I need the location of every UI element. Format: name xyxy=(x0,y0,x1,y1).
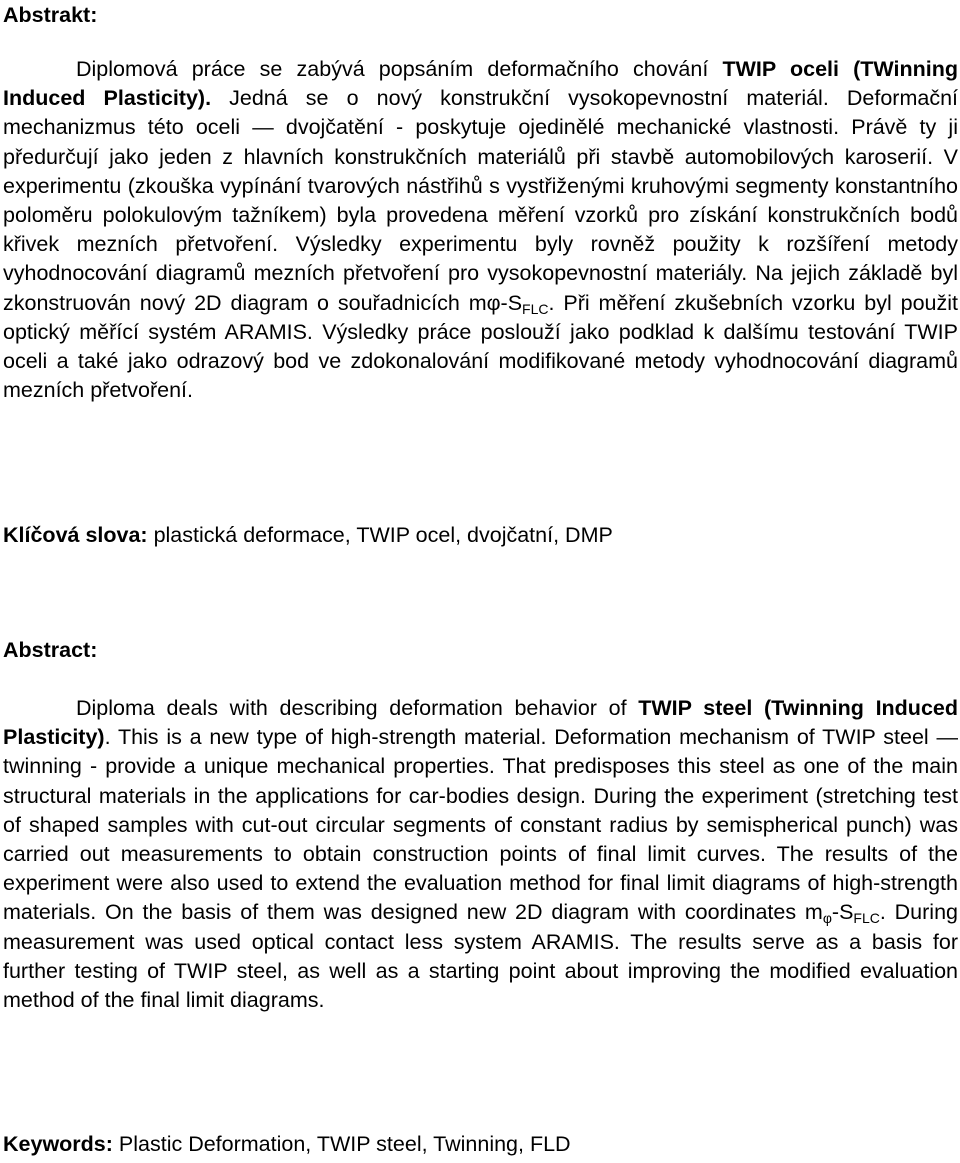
english-abstract-subscript-phi: φ xyxy=(822,910,832,927)
czech-abstract-paragraph xyxy=(3,55,958,405)
english-abstract-subscript-flc: FLC xyxy=(853,910,880,927)
czech-abstract-bold-term: TWIP oceli (TWinning Induced Plasticity). xyxy=(3,57,959,111)
english-abstract-heading: Abstract: xyxy=(3,638,98,662)
english-abstract-body-1: . This is a new type of high-strength material. Deformation mechanism of TWIP steel — twinning - provide a unique mechanical properties. That predisposes this steel as one of the main structural materials in the applications for car-bodies design. During the experiment (stretching test of shaped samples with cut-out circular segments of constant radius by semispherical punch) was carried out measurements to obtain construction points of final limit curves. The results of the experiment were also used to extend the evaluation method for final limit diagrams of high-strength materials. On the basis of them was designed new 2D diagram with coordinates m xyxy=(3,725,958,925)
english-abstract-intro: Diploma deals with describing deformation behavior of xyxy=(76,696,639,720)
czech-abstract-body-2: . Při měření zkušebních vzorku byl použit optický měřící systém ARAMIS. Výsledky práce poslouží jako podklad k dalšímu testování TWIP oceli a také jako odrazový bod ve zdokonalování modifikované metody vyhodnocování diagramů mezních přetvoření. xyxy=(3,290,958,403)
english-keywords-label: Keywords: xyxy=(3,1132,113,1156)
czech-abstract-intro: Diplomová práce se zabývá popsáním deformačního chování xyxy=(76,57,723,81)
czech-abstract-subscript-flc: FLC xyxy=(522,300,549,317)
czech-keywords-values: plastická deformace, TWIP ocel, dvojčatní, DMP xyxy=(147,523,613,547)
english-abstract-body-2: . During measurement was used optical contact less system ARAMIS. The results serve as a basis for further testing of TWIP steel, as well as a starting point about improving the modified evaluation method of the final limit diagrams. xyxy=(3,900,958,1013)
english-keywords xyxy=(3,1130,571,1159)
czech-keywords xyxy=(3,521,613,550)
english-abstract-bold-term: TWIP steel (Twinning Induced Plasticity) xyxy=(3,696,958,750)
czech-abstract-body-1: Jedná se o nový konstrukční vysokopevnostní materiál. Deformační mechanizmus této oceli — dvojčatění - poskytuje ojedinělé mechanické vlastnosti. Právě ty ji předurčují jako jeden z hlavních konstrukčních materiálů při stavbě automobilových karoserií. V experimentu (zkouška vypínání tvarových nástřihů s vystřiženými kruhovými segmenty konstantního poloměru polokulovým tažníkem) byla provedena měření vzorků pro získání konstrukčních bodů křivek mezních přetvoření. Výsledky experimentu byly rovněž použity k rozšíření metody vyhodnocování diagramů mezních přetvoření pro vysokopevnostní materiály. Na jejich základě byl zkonstruován nový 2D diagram o souřadnicích mφ-S xyxy=(3,86,958,315)
english-abstract-mid: -S xyxy=(831,900,854,925)
czech-keywords-label: Klíčová slova: xyxy=(3,523,148,547)
english-abstract-paragraph xyxy=(3,694,958,1015)
czech-abstract-heading: Abstrakt: xyxy=(3,3,98,27)
english-keywords-values: Plastic Deformation, TWIP steel, Twinning, FLD xyxy=(112,1132,571,1156)
